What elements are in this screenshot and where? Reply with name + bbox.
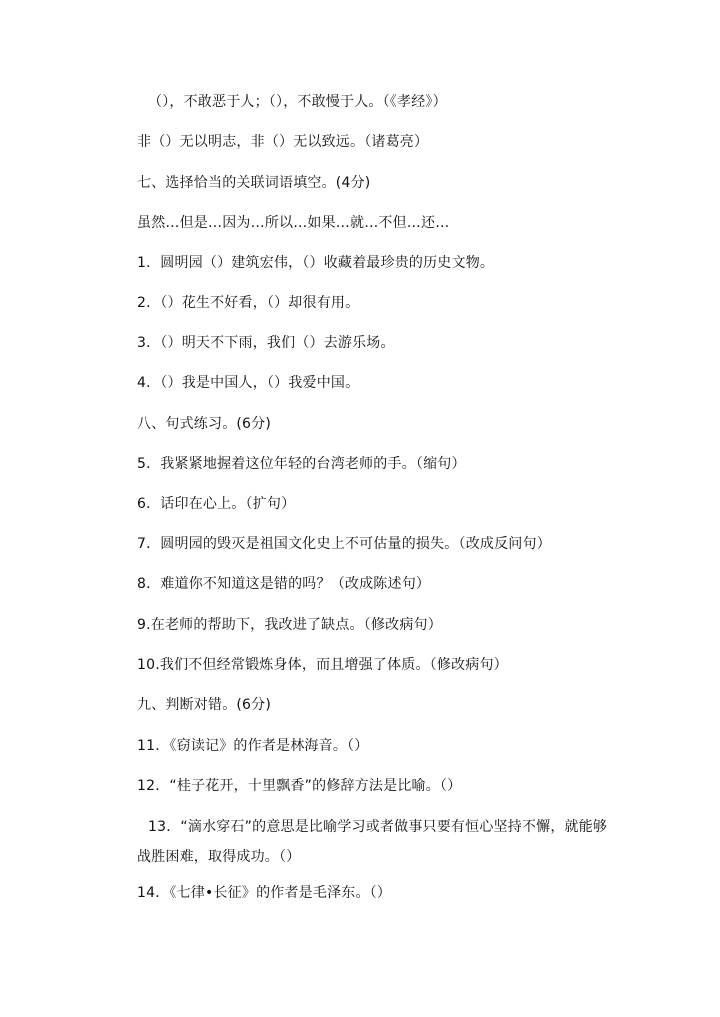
quote-line-zhugeliang: 非（）无以明志，非（）无以致远。（诸葛亮）	[137, 134, 429, 150]
question-11: 11．《窃读记》的作者是林海音。（）	[137, 738, 369, 754]
section-8-heading: 八、句式练习。(6分)	[137, 416, 272, 432]
question-12: 12．“桂子花开，十里飘香”的修辞方法是比喻。（）	[137, 778, 462, 794]
question-8: 8．难道你不知道这是错的吗？（改成陈述句）	[137, 576, 431, 592]
question-4: 4．（）我是中国人，（）我爱中国。	[137, 375, 360, 391]
section-7-heading: 七、选择恰当的关联词语填空。(4分)	[137, 175, 371, 191]
question-10: 10.我们不但经常锻炼身体，而且增强了体质。（修改病句）	[137, 657, 508, 673]
section-9-heading: 九、判断对错。(6分)	[137, 697, 272, 713]
conjunction-options: 虽然…但是…因为…所以…如果…就…不但…还…	[137, 215, 450, 231]
question-7: 7．圆明园的毁灭是祖国文化史上不可估量的损失。（改成反问句）	[137, 536, 551, 552]
question-2: 2．（）花生不好看，（）却很有用。	[137, 295, 360, 311]
question-6: 6．话印在心上。（扩句）	[137, 496, 296, 512]
question-9: 9.在老师的帮助下，我改进了缺点。（修改病句）	[137, 617, 442, 633]
question-5: 5．我紧紧地握着这位年轻的台湾老师的手。（缩句）	[137, 456, 466, 472]
question-14: 14．《七律•长征》的作者是毛泽东。（）	[137, 885, 392, 901]
question-13: 13．“滴水穿石”的意思是比喻学习或者做事只要有恒心坚持不懈，就能够战胜困难，取得成功。（）	[137, 819, 608, 865]
quote-line-xiaojing: （），不敢恶于人；（），不敢慢于人。（《孝经》）	[148, 94, 447, 110]
question-3: 3．（）明天不下雨，我们（）去游乐场。	[137, 335, 395, 351]
question-1: 1．圆明园（）建筑宏伟，（）收藏着最珍贵的历史文物。	[137, 255, 495, 271]
